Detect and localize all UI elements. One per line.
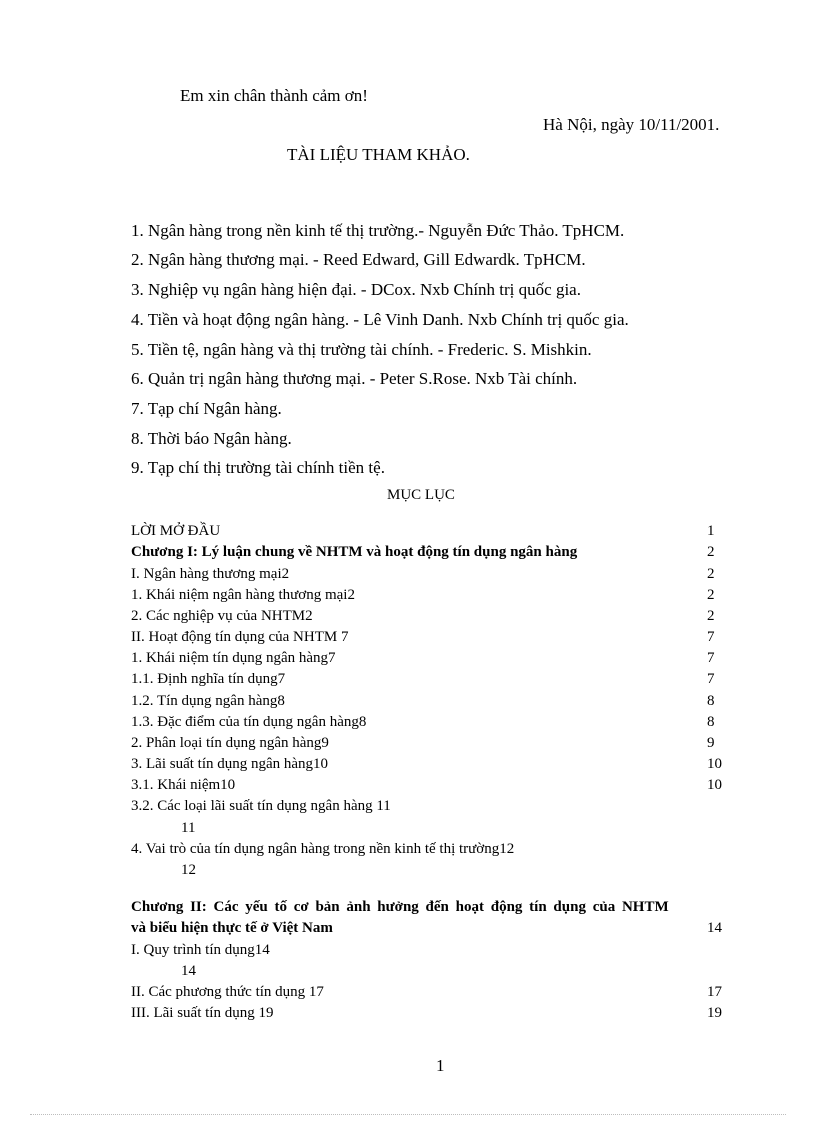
toc-entry: 3.2. Các loại lãi suất tín dụng ngân hàng 11: [131, 798, 391, 814]
reference-item: 8. Thời báo Ngân hàng.: [131, 429, 292, 448]
toc-entry: I. Quy trình tín dụng14: [131, 942, 270, 958]
page-number: 1: [436, 1056, 445, 1075]
toc-entry: 1.1. Định nghĩa tín dụng7: [131, 671, 286, 687]
reference-item: 9. Tạp chí thị trường tài chính tiền tệ.: [131, 458, 385, 477]
toc-page-wrapped: 11: [181, 820, 196, 836]
toc-page-wrapped: 12: [181, 862, 196, 878]
toc-entry: II. Hoạt động tín dụng của NHTM 7: [131, 629, 349, 645]
toc-page: 9: [707, 735, 715, 751]
toc-entry: 1. Khái niệm tín dụng ngân hàng7: [131, 650, 336, 666]
toc-entry: 2. Các nghiệp vụ của NHTM2: [131, 608, 313, 624]
reference-item: 5. Tiền tệ, ngân hàng và thị trường tài chính. - Frederic. S. Mishkin.: [131, 340, 592, 359]
toc-title: MỤC LỤC: [387, 487, 455, 503]
toc-page: 8: [707, 693, 715, 709]
footer-rule: [30, 1114, 786, 1115]
toc-page: 8: [707, 714, 715, 730]
reference-item: 2. Ngân hàng thương mại. - Reed Edward, Gill Edwardk. TpHCM.: [131, 250, 586, 269]
toc-entry: LỜI MỞ ĐẦU: [131, 523, 221, 539]
toc-page-wrapped: 14: [181, 963, 196, 979]
toc-entry: 3.1. Khái niệm10: [131, 777, 236, 793]
toc-page: 2: [707, 587, 715, 603]
toc-chapter: Chương II: Các yếu tố cơ bản ảnh hưởng đến hoạt động tín dụng của NHTM: [131, 899, 669, 915]
reference-item: 1. Ngân hàng trong nền kinh tế thị trường.- Nguyễn Đức Thảo. TpHCM.: [131, 221, 625, 240]
toc-page: 7: [707, 650, 715, 666]
toc-page: 7: [707, 671, 715, 687]
toc-entry: 3. Lãi suất tín dụng ngân hàng10: [131, 756, 329, 772]
toc-page: 14: [707, 920, 722, 936]
toc-entry: 1.2. Tín dụng ngân hàng8: [131, 693, 285, 709]
toc-entry: 2. Phân loại tín dụng ngân hàng9: [131, 735, 329, 751]
toc-entry: 1.3. Đặc điểm của tín dụng ngân hàng8: [131, 714, 367, 730]
closing-line: Em xin chân thành cảm ơn!: [180, 86, 368, 105]
reference-item: 7. Tạp chí Ngân hàng.: [131, 399, 282, 418]
toc-page: 17: [707, 984, 722, 1000]
toc-page: 7: [707, 629, 715, 645]
toc-entry: 1. Khái niệm ngân hàng thương mại2: [131, 587, 355, 603]
reference-item: 4. Tiền và hoạt động ngân hàng. - Lê Vinh Danh. Nxb Chính trị quốc gia.: [131, 310, 629, 329]
toc-chapter-continued: và biểu hiện thực tế ở Việt Nam: [131, 920, 333, 936]
toc-entry: 4. Vai trò của tín dụng ngân hàng trong nền kinh tế thị trường12: [131, 841, 515, 857]
references-title: TÀI LIỆU THAM KHẢO.: [287, 145, 470, 164]
toc-entry: I. Ngân hàng thương mại2: [131, 566, 290, 582]
reference-item: 3. Nghiệp vụ ngân hàng hiện đại. - DCox. Nxb Chính trị quốc gia.: [131, 280, 581, 299]
reference-item: 6. Quản trị ngân hàng thương mại. - Peter S.Rose. Nxb Tài chính.: [131, 369, 578, 388]
toc-page: 2: [707, 566, 715, 582]
toc-page: 1: [707, 523, 715, 539]
toc-page: 10: [707, 756, 722, 772]
toc-entry: III. Lãi suất tín dụng 19: [131, 1005, 274, 1021]
toc-page: 2: [707, 608, 715, 624]
toc-page: 10: [707, 777, 722, 793]
date-line: Hà Nội, ngày 10/11/2001.: [543, 115, 720, 134]
toc-entry: II. Các phương thức tín dụng 17: [131, 984, 324, 1000]
toc-page: 2: [707, 544, 715, 560]
toc-page: 19: [707, 1005, 722, 1021]
toc-chapter: Chương I: Lý luận chung về NHTM và hoạt động tín dụng ngân hàng: [131, 544, 578, 560]
